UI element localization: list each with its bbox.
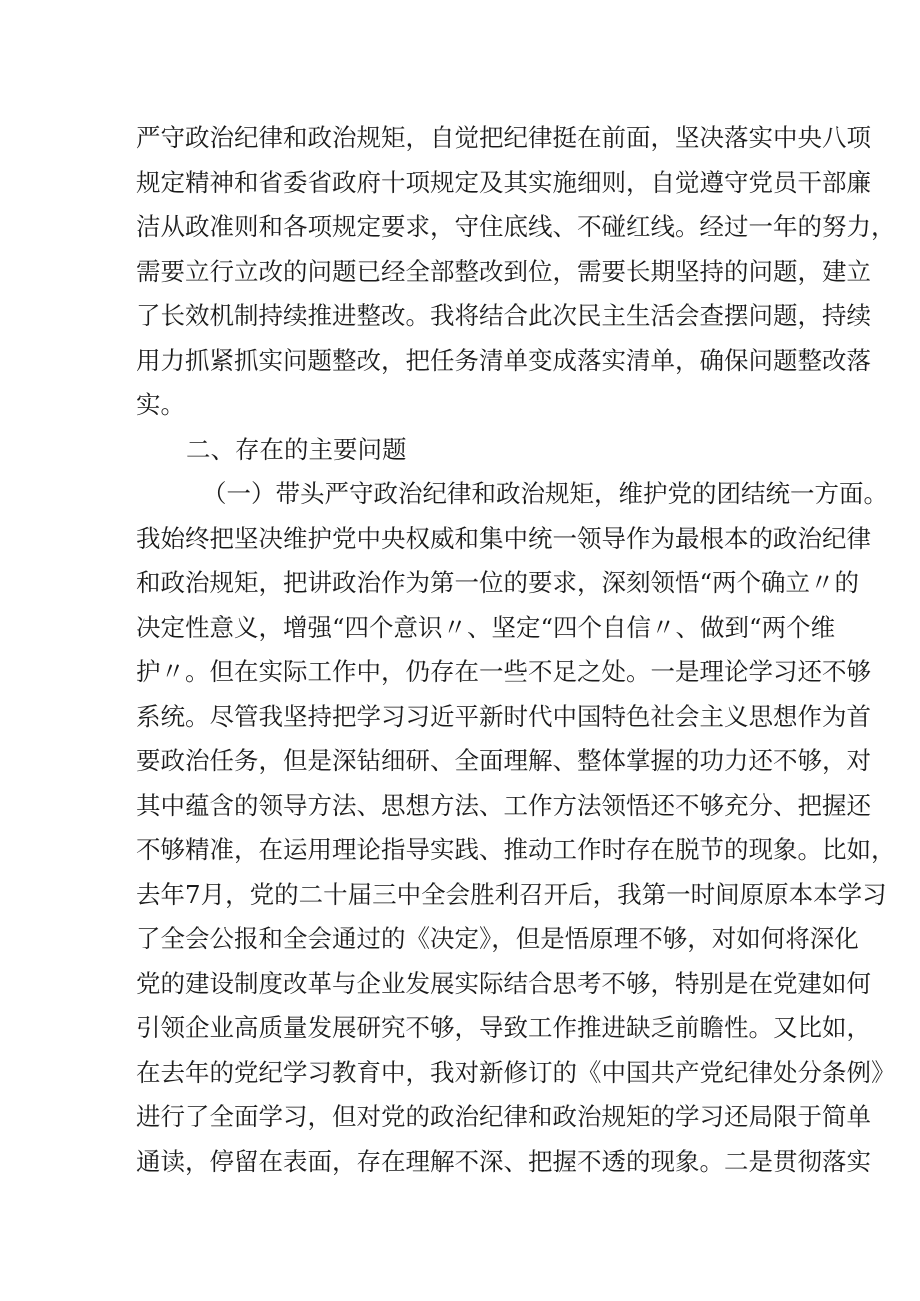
text-line: 通读，停留在表面，存在理解不深、把握不透的现象。二是贯彻落实: [136, 1146, 871, 1176]
text-line: 了全会公报和全会通过的《决定》，但是悟原理不够，对如何将深化: [136, 924, 859, 953]
text-line: 护〃。但在实际工作中，仍存在一些不足之处。一是理论学习还不够: [136, 657, 871, 686]
paragraph-problems: [136, 517, 896, 1185]
text-line: 在去年的党纪学习教育中，我对新修订的《中国共产党纪律处分条例》: [136, 1057, 896, 1087]
text-line: 决定性意义，增强“四个意识〃、坚定“四个自信〃、做到“两个维: [136, 612, 836, 642]
text-line: 严守政治纪律和政治规矩，自觉把纪律挺在前面，坚决落实中央八项: [136, 123, 871, 152]
text-line: 系统。尽管我坚持把学习习近平新时代中国特色社会主义思想作为首: [136, 701, 871, 731]
text-line: 进行了全面学习，但对党的政治纪律和政治规矩的学习还局限于简单: [136, 1102, 871, 1131]
text-line: 规定精神和省委省政府十项规定及其实施细则，自觉遵守党员干部廉: [136, 167, 871, 197]
text-line: 实。: [136, 390, 185, 419]
text-line: 洁从政准则和各项规定要求，守住底线、不碰红线。经过一年的努力，: [136, 212, 896, 241]
text-line: 要政治任务，但是深钻细研、全面理解、整体掌握的功力还不够，对: [136, 746, 871, 775]
section-heading: 二、存在的主要问题: [186, 434, 407, 464]
text-line: 引领企业高质量发展研究不够，导致工作推进缺乏前瞻性。又比如，: [136, 1013, 871, 1042]
paragraph-intro: [136, 116, 896, 428]
text-line: 我始终把坚决维护党中央权威和集中统一领导作为最根本的政治纪律: [136, 523, 871, 553]
text-line: 党的建设制度改革与企业发展实际结合思考不够，特别是在党建如何: [136, 968, 871, 998]
subsection-heading: （一）带头严守政治纪律和政治规矩，维护党的团结统一方面。: [202, 479, 888, 508]
document-body: [136, 116, 896, 1184]
text-line: 去年7月，党的二十届三中全会胜利召开后，我第一时间原原本本学习: [136, 879, 887, 909]
text-line: 其中蕴含的领导方法、思想方法、工作方法领悟还不够充分、把握还: [136, 790, 871, 820]
text-line: 了长效机制持续推进整改。我将结合此次民主生活会查摆问题，持续: [136, 301, 871, 330]
text-line: 用力抓紧抓实问题整改，把任务清单变成落实清单，确保问题整改落: [136, 345, 871, 375]
text-line: 需要立行立改的问题已经全部整改到位，需要长期坚持的问题，建立: [136, 256, 871, 286]
text-line: 不够精准，在运用理论指导实践、推动工作时存在脱节的现象。比如，: [136, 835, 896, 864]
text-line: 和政治规矩，把讲政治作为第一位的要求，深刻领悟“两个确立〃的: [136, 568, 860, 597]
